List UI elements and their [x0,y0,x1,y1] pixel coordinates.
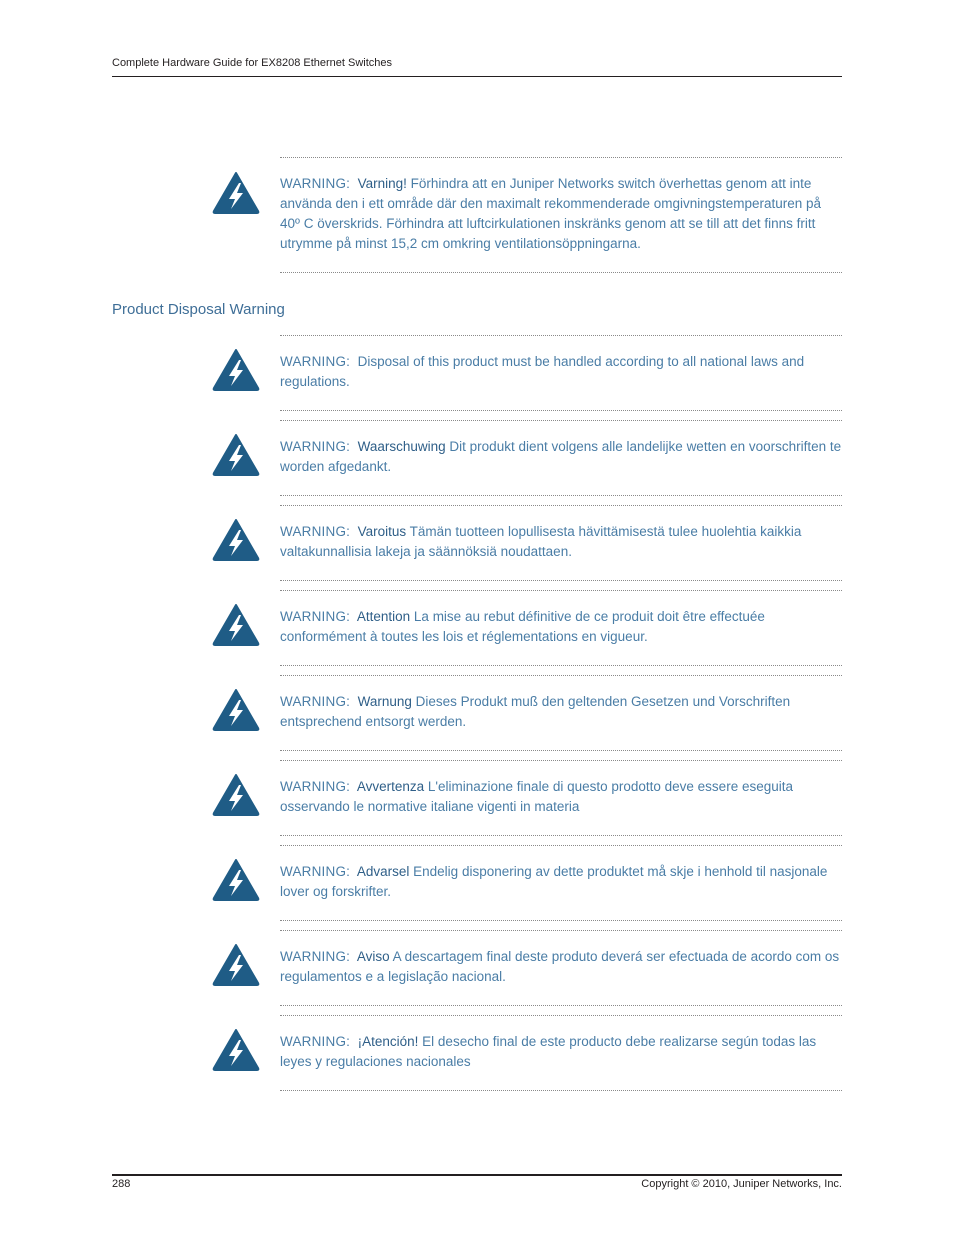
dotted-rule [280,580,842,581]
warning-icon [211,602,261,646]
warning-text [280,947,842,987]
warning-body: La mise au rebut définitive de ce produit doit être effectuée conformément à toutes les lois et réglementations en vigueur. [280,609,765,644]
warning-text [280,437,842,477]
warning-title: Warnung [357,694,412,709]
warning-icon [211,942,261,986]
warning-icon [211,1027,261,1071]
dotted-rule [280,1090,842,1091]
warning-label: WARNING: [280,609,351,624]
warning-label: WARNING: [280,439,351,454]
warning-label: WARNING: [280,779,351,794]
dotted-rule [280,505,842,506]
warning-text [280,1032,842,1072]
dotted-rule [280,750,842,751]
section-title: Product Disposal Warning [112,301,285,318]
page-number: 288 [112,1178,131,1190]
footer-rule [112,1174,842,1176]
warning-label: WARNING: [280,176,351,191]
dotted-rule [280,1015,842,1016]
warning-label: WARNING: [280,864,351,879]
warning-title: Varoitus [357,524,407,539]
warning-block [280,335,842,411]
dotted-rule [280,272,842,273]
warning-body: A descartagem final deste produto deverá ser efectuada de acordo com os regulamentos e a legislação nacional. [280,949,840,984]
dotted-rule [280,335,842,336]
warning-block [280,590,842,666]
warning-text [280,692,842,732]
warning-title: ¡Atención! [357,1034,419,1049]
dotted-rule [280,835,842,836]
warning-title: Varning! [357,176,407,191]
warning-body: Dit produkt dient volgens alle landelijke wetten en voorschriften te worden afgedankt. [280,439,842,474]
dotted-rule [280,495,842,496]
dotted-rule [280,665,842,666]
warning-body: L'eliminazione finale di questo prodotto deve essere eseguita osservando le normative italiane vigenti in materia [280,779,793,814]
dotted-rule [280,760,842,761]
warning-block [280,845,842,921]
warning-label: WARNING: [280,949,351,964]
warning-body: El desecho final de este producto debe realizarse según todas las leyes y regulaciones nacionales [280,1034,817,1069]
warning-text [280,862,842,902]
warning-body: Disposal of this product must be handled according to all national laws and regulations. [280,354,805,389]
warning-block [280,760,842,836]
dotted-rule [280,1005,842,1006]
warning-body: Tämän tuotteen lopullisesta hävittämisestä tulee huolehtia kaikkia valtakunnallisia lakeja ja säännöksiä noudattaen. [280,524,802,559]
warning-icon [211,687,261,731]
dotted-rule [280,410,842,411]
warning-title: Advarsel [356,864,410,879]
warning-text [280,522,842,562]
warning-text [280,174,842,254]
warning-body: Förhindra att en Juniper Networks switch överhettas genom att inte använda den i ett område där den maximalt rekommenderade omgivningstemperaturen på 40º C överskrids. Förhindra att luftcirkulationen inskränks genom att se till att det finns fritt utrymme på minst 15,2 cm omkring ventilationsöppningarna. [280,176,822,251]
warning-label: WARNING: [280,354,351,369]
warning-icon [211,517,261,561]
warning-icon [211,347,261,391]
dotted-rule [280,920,842,921]
warning-title: Avvertenza [356,779,425,794]
warning-title: Attention [356,609,411,624]
warning-text [280,777,842,817]
warning-block [280,675,842,751]
dotted-rule [280,930,842,931]
warning-body: Dieses Produkt muß den geltenden Gesetzen und Vorschriften entsprechend entsorgt werden. [280,694,791,729]
dotted-rule [280,675,842,676]
warning-title: Aviso [356,949,390,964]
warning-icon [211,772,261,816]
header-rule [112,76,842,77]
dotted-rule [280,420,842,421]
warning-title: Waarschuwing [357,439,446,454]
running-header: Complete Hardware Guide for EX8208 Ethernet Switches [112,57,393,69]
dotted-rule [280,590,842,591]
warning-block [280,930,842,1006]
warning-icon [211,432,261,476]
dotted-rule [280,157,842,158]
warning-block [280,420,842,496]
warning-body: Endelig disponering av dette produktet må skje i henhold til nasjonale lover og forskrifter. [280,864,828,899]
warning-icon [211,857,261,901]
copyright: Copyright © 2010, Juniper Networks, Inc. [641,1178,842,1190]
warning-block [280,157,842,273]
warning-icon [211,170,261,214]
warning-text [280,607,842,647]
warning-label: WARNING: [280,1034,351,1049]
warning-block [280,505,842,581]
warning-label: WARNING: [280,694,351,709]
warning-text [280,352,842,392]
warning-block [280,1015,842,1091]
dotted-rule [280,845,842,846]
warning-label: WARNING: [280,524,351,539]
